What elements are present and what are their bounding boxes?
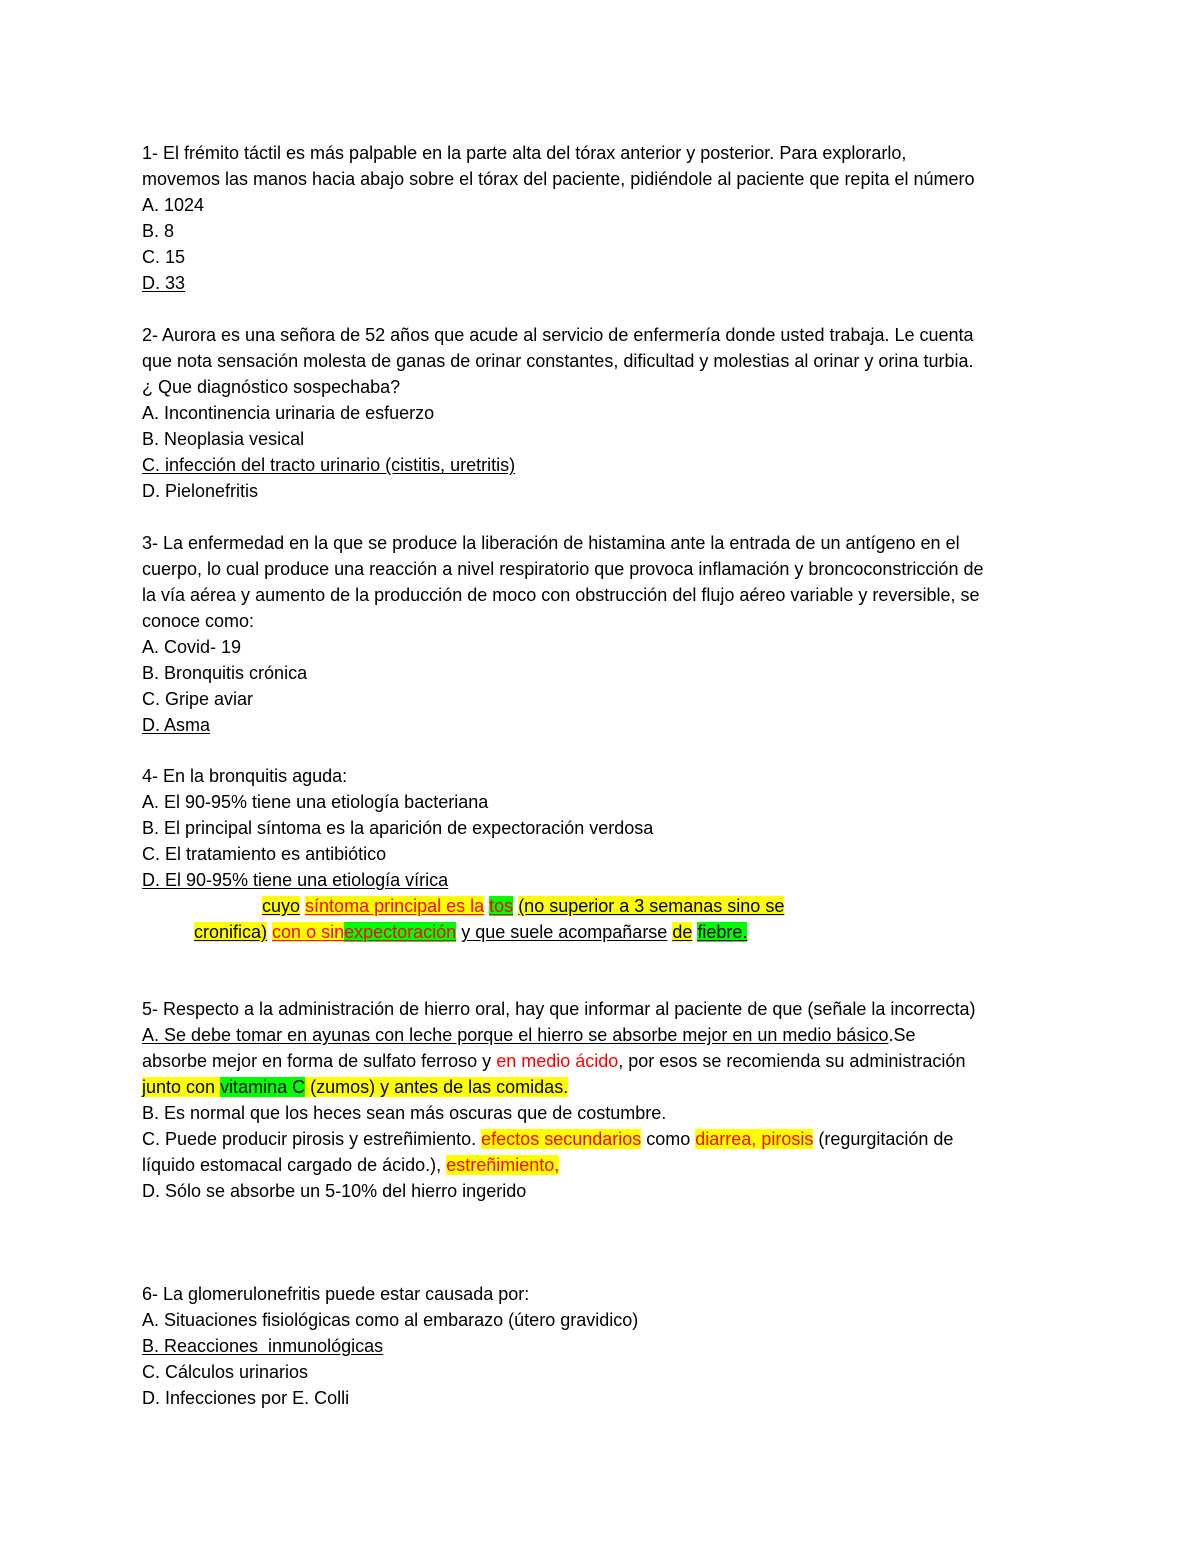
question-6 [142, 1281, 1072, 1411]
option-c-note: (regurgitación de [813, 1129, 954, 1149]
question-text: 2- Aurora es una señora de 52 años que acude al servicio de enfermería donde usted trabaja. Le cuenta [142, 325, 974, 345]
note-highlight: síntoma principal es la [305, 896, 485, 916]
option-b: B. El principal síntoma es la aparición de expectoración verdosa [142, 818, 654, 838]
answer-note-line-2 [194, 919, 747, 945]
option-d-correct: D. El 90-95% tiene una etiología vírica [142, 870, 449, 890]
option-d-correct: D. 33 [142, 273, 186, 293]
question-5 [142, 996, 1072, 1204]
question-1 [142, 140, 1072, 296]
question-text: ¿ Que diagnóstico sospechaba? [142, 377, 401, 397]
option-d: D. Pielonefritis [142, 481, 259, 501]
note-highlight: expectoración [344, 922, 457, 942]
note-text: de [672, 922, 693, 942]
option-b: B. Neoplasia vesical [142, 429, 305, 449]
question-text: 1- El frémito táctil es más palpable en la parte alta del tórax anterior y posterior. Para explorarlo, [142, 143, 907, 163]
option-a: A. Situaciones fisiológicas como al embarazo (útero gravidico) [142, 1310, 639, 1330]
option-d-correct: D. Asma [142, 715, 211, 735]
note-text: y que suele acompañarse [461, 922, 668, 942]
option-d: D. Infecciones por E. Colli [142, 1388, 350, 1408]
note-highlight: junto con [142, 1077, 221, 1097]
question-text: 6- La glomerulonefritis puede estar causada por: [142, 1284, 530, 1304]
option-b: B. Bronquitis crónica [142, 663, 308, 683]
question-2 [142, 322, 1072, 504]
answer-note-line-1 [262, 893, 784, 919]
question-text: la vía aérea y aumento de la producción de moco con obstrucción del flujo aéreo variable y reversible, se [142, 585, 980, 605]
option-c-correct: C. infección del tracto urinario (cistitis, uretritis) [142, 455, 516, 475]
note-highlight: estreñimiento, [446, 1155, 560, 1175]
option-c: C. Gripe aviar [142, 689, 254, 709]
option-a-note: , por esos se recomienda su administración [618, 1051, 966, 1071]
note-highlight: diarrea, pirosis [695, 1129, 814, 1149]
option-d: D. Sólo se absorbe un 5-10% del hierro ingerido [142, 1181, 527, 1201]
question-text: 3- La enfermedad en la que se produce la liberación de histamina ante la entrada de un antígeno en el [142, 533, 960, 553]
note-highlight: tos [489, 896, 514, 916]
option-c: C. El tratamiento es antibiótico [142, 844, 387, 864]
option-c: C. 15 [142, 247, 186, 267]
option-a-note: .Se [888, 1025, 916, 1045]
option-b: B. 8 [142, 221, 175, 241]
option-a: A. 1024 [142, 195, 205, 215]
option-c: C. Puede producir pirosis y estreñimiento. [142, 1129, 482, 1149]
note-highlight: con o sin [272, 922, 345, 942]
option-c-note: como [641, 1129, 696, 1149]
question-text: que nota sensación molesta de ganas de orinar constantes, dificultad y molestias al orinar y orina turbia. [142, 351, 974, 371]
note-text: cuyo [262, 896, 301, 916]
option-c-note: líquido estomacal cargado de ácido.), [142, 1155, 447, 1175]
note-highlight: efectos secundarios [481, 1129, 642, 1149]
option-a: A. Incontinencia urinaria de esfuerzo [142, 403, 435, 423]
option-b: B. Es normal que los heces sean más oscuras que de costumbre. [142, 1103, 667, 1123]
note-highlight: en medio ácido [496, 1051, 619, 1071]
option-a: A. Covid- 19 [142, 637, 242, 657]
option-b-correct: B. Reacciones inmunológicas [142, 1336, 384, 1356]
question-text: conoce como: [142, 611, 255, 631]
question-text: 4- En la bronquitis aguda: [142, 766, 348, 786]
question-4 [142, 763, 1072, 893]
option-a: A. El 90-95% tiene una etiología bacteriana [142, 792, 489, 812]
question-text: 5- Respecto a la administración de hierro oral, hay que informar al paciente de que (señale la incorrecta) [142, 999, 976, 1019]
question-3 [142, 530, 1072, 738]
option-c: C. Cálculos urinarios [142, 1362, 309, 1382]
note-highlight: vitamina C [220, 1077, 306, 1097]
note-text: (no superior a 3 semanas sino se [518, 896, 785, 916]
note-highlight: (zumos) y antes de las comidas. [305, 1077, 569, 1097]
question-text: cuerpo, lo cual produce una reacción a nivel respiratorio que provoca inflamación y broncoconstricción de [142, 559, 984, 579]
note-text: cronifica) [194, 922, 268, 942]
question-text: movemos las manos hacia abajo sobre el tórax del paciente, pidiéndole al paciente que repita el número [142, 169, 975, 189]
option-a-note: absorbe mejor en forma de sulfato ferroso y [142, 1051, 497, 1071]
option-a-correct: A. Se debe tomar en ayunas con leche porque el hierro se absorbe mejor en un medio básico [142, 1025, 889, 1045]
note-highlight: fiebre. [697, 922, 748, 942]
